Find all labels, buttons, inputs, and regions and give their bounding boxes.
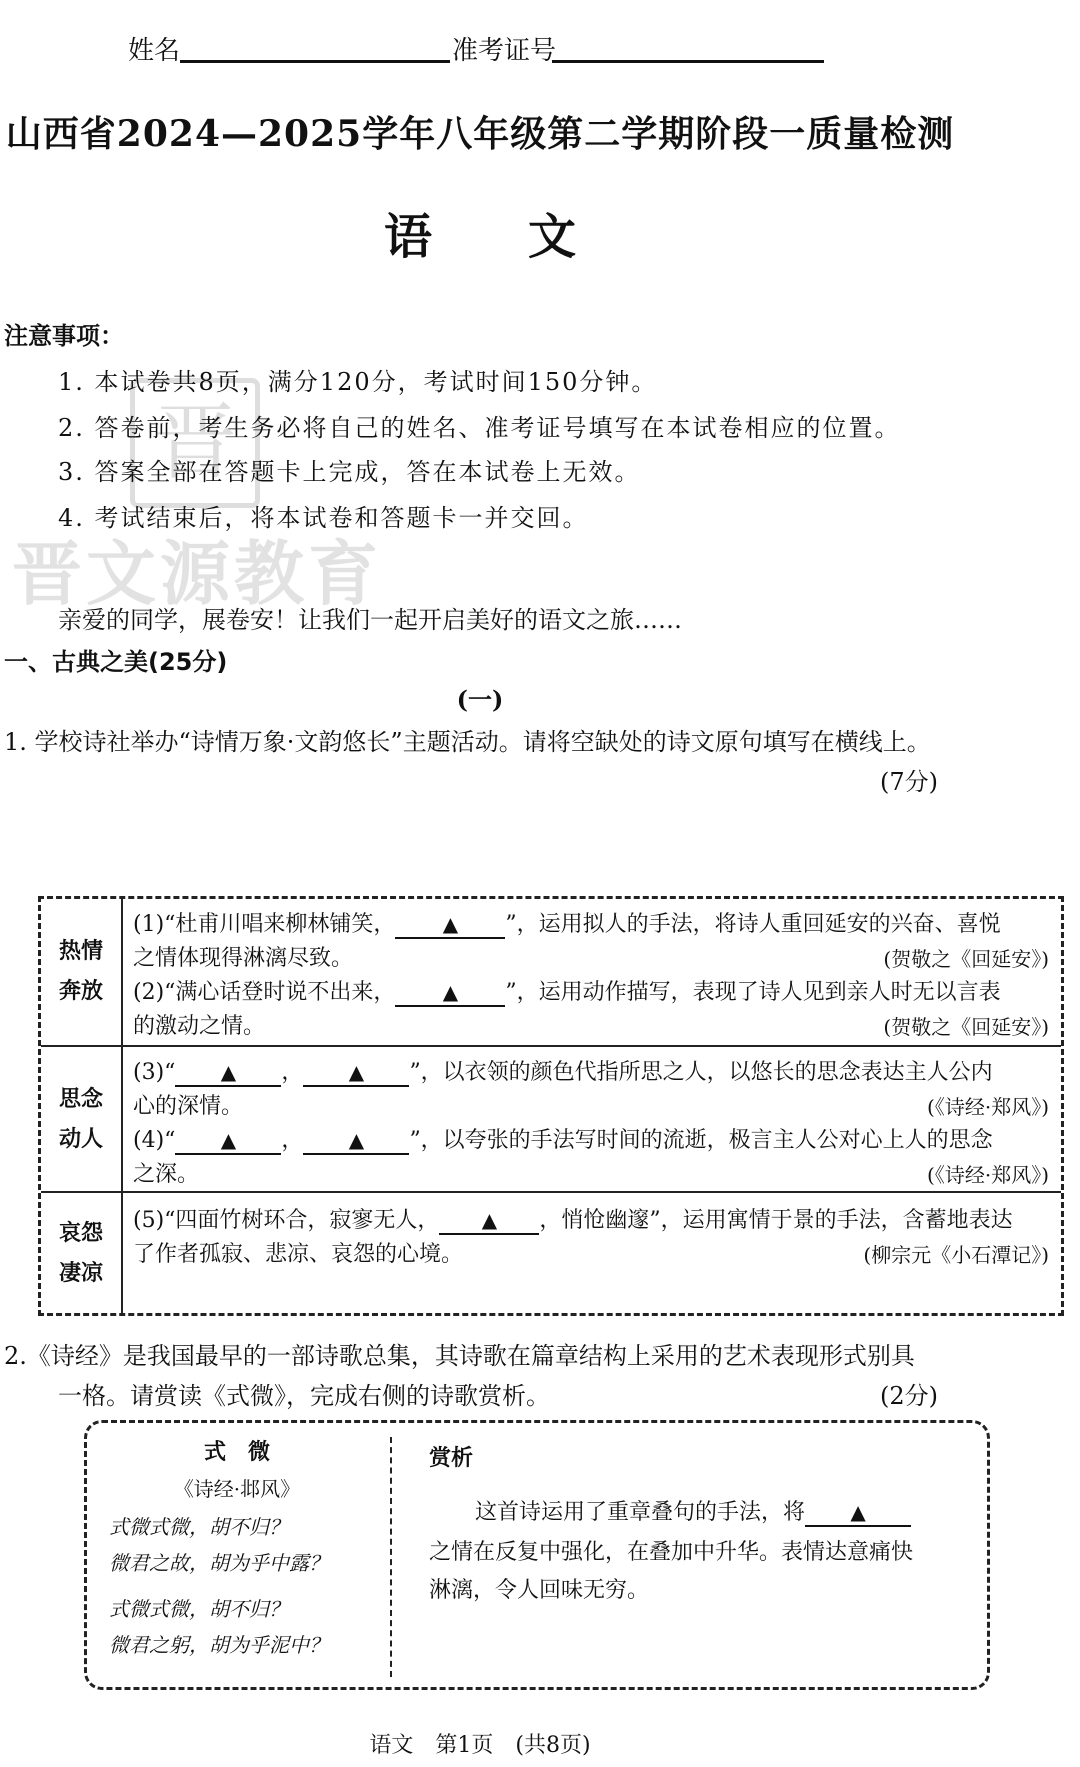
item-2-source: (贺敬之《回延安》) (883, 1015, 1049, 1039)
analysis-label: 赏析 (429, 1446, 474, 1471)
part-heading: (一) (456, 685, 504, 714)
category-cell (41, 1047, 123, 1193)
item-5-line-2: 了作者孤寂、悲凉、哀怨的心境。 (133, 1242, 464, 1267)
greeting: 亲爱的同学，展卷安！让我们一起开启美好的语文之旅…… (58, 606, 682, 634)
category-label: 哀怨 (58, 1221, 103, 1246)
table-row (41, 1191, 1061, 1315)
analysis-line-2: 之情在反复中强化，在叠加中升华。表情达意痛快 (429, 1540, 914, 1565)
answer-blank[interactable]: ▲ (175, 1059, 281, 1087)
table-row (41, 1045, 1061, 1193)
exam-no-label: 准考证号 (452, 36, 557, 66)
category-cell (41, 899, 123, 1045)
answer-blank[interactable]: ▲ (303, 1059, 409, 1087)
item-1-line-2: 之情体现得淋漓尽致。 (133, 946, 354, 971)
question-2-score: (2分) (880, 1382, 938, 1410)
item-1-line-1: (1)“杜甫川唱来柳林铺笑， ▲ ”，运用拟人的手法，将诗人重回延安的兴奋、喜悦 (133, 912, 1001, 937)
box-divider (390, 1437, 392, 1677)
poem-source: 《诗经·邶风》 (173, 1477, 301, 1501)
answer-blank[interactable]: ▲ (175, 1127, 281, 1155)
item-5-line-1: (5)“四面竹树环合，寂寥无人， ▲ ，悄怆幽邃”，运用寓情于景的手法，含蓄地表达 (133, 1208, 1013, 1233)
exam-no-field-line[interactable] (552, 60, 824, 63)
answer-blank[interactable]: ▲ (805, 1499, 911, 1527)
category-cell (41, 1193, 123, 1315)
category-label: 动人 (58, 1127, 103, 1152)
poem-line: 微君之躬，胡为乎泥中？ (109, 1633, 329, 1657)
item-2-line-2: 的激动之情。 (133, 1014, 266, 1039)
item-3-source: (《诗经·郑风》) (927, 1095, 1049, 1119)
question-2-line-2: 一格。请赏读《式微》，完成右侧的诗歌赏析。 (58, 1382, 550, 1410)
name-field-line[interactable] (180, 60, 450, 63)
question-2-line-1: 2.《诗经》是我国最早的一部诗歌总集，其诗歌在篇章结构上采用的艺术表现形式别具 (4, 1342, 915, 1370)
watermark-text: 晋文源教育 (12, 533, 382, 615)
section-heading: 一、古典之美(25分) (4, 648, 228, 676)
notice-item-4: 4. 考试结束后，将本试卷和答题卡一并交回。 (58, 504, 589, 532)
table-row (41, 899, 1061, 1045)
analysis-line-3: 淋漓，令人回味无穷。 (429, 1578, 650, 1603)
category-label: 凄凉 (58, 1261, 103, 1286)
poem-line: 式微式微，胡不归？ (109, 1515, 289, 1539)
notice-item-2: 2. 答卷前，考生务必将自己的姓名、准考证号填写在本试卷相应的位置。 (58, 414, 901, 442)
item-1-source: (贺敬之《回延安》) (883, 947, 1049, 971)
category-label: 思念 (58, 1087, 103, 1112)
item-3-line-1: (3)“ ▲ ， ▲ ”，以衣领的颜色代指所思之人，以悠长的思念表达主人公内 (133, 1060, 993, 1085)
page-footer: 语文 第1页 (共8页) (369, 1733, 591, 1758)
item-5-source: (柳宗元《小石潭记》) (863, 1243, 1049, 1267)
notice-heading: 注意事项： (4, 322, 124, 350)
question-1-text: 1. 学校诗社举办“诗情万象·文韵悠长”主题活动。请将空缺处的诗文原句填写在横线上。 (4, 728, 931, 756)
notice-item-3: 3. 答案全部在答题卡上完成，答在本试卷上无效。 (58, 458, 641, 486)
watermark-logo: 晋 (130, 378, 260, 508)
category-label: 奔放 (58, 979, 103, 1004)
notice-item-1: 1. 本试卷共8页，满分120分，考试时间150分钟。 (58, 368, 658, 396)
item-3-line-2: 心的深情。 (133, 1094, 244, 1119)
answer-blank[interactable]: ▲ (395, 911, 505, 939)
answer-blank[interactable]: ▲ (303, 1127, 409, 1155)
subject-title: 语 文 (383, 209, 576, 265)
analysis-line-1: 这首诗运用了重章叠句的手法，将 ▲ (475, 1495, 911, 1527)
answer-blank[interactable]: ▲ (439, 1207, 539, 1235)
item-4-line-2: 之深。 (133, 1162, 200, 1187)
item-2-line-1: (2)“满心话登时说不出来， ▲ ”，运用动作描写，表现了诗人见到亲人时无以言表 (133, 980, 1001, 1005)
item-4-line-1: (4)“ ▲ ， ▲ ”，以夸张的手法写时间的流逝，极言主人公对心上人的思念 (133, 1128, 993, 1153)
poem-title: 式 微 (203, 1440, 270, 1465)
poem-analysis-box (84, 1420, 990, 1690)
answer-blank[interactable]: ▲ (395, 979, 505, 1007)
poem-line: 式微式微，胡不归？ (109, 1597, 289, 1621)
question-1-score: (7分) (880, 768, 938, 796)
category-label: 热情 (58, 939, 103, 964)
name-label: 姓名 (128, 36, 181, 66)
item-4-source: (《诗经·郑风》) (927, 1163, 1049, 1187)
poem-line: 微君之故，胡为乎中露？ (109, 1551, 329, 1575)
poem-fill-table (38, 896, 1064, 1316)
exam-title: 山西省2024—2025学年八年级第二学期阶段一质量检测 (5, 113, 955, 155)
